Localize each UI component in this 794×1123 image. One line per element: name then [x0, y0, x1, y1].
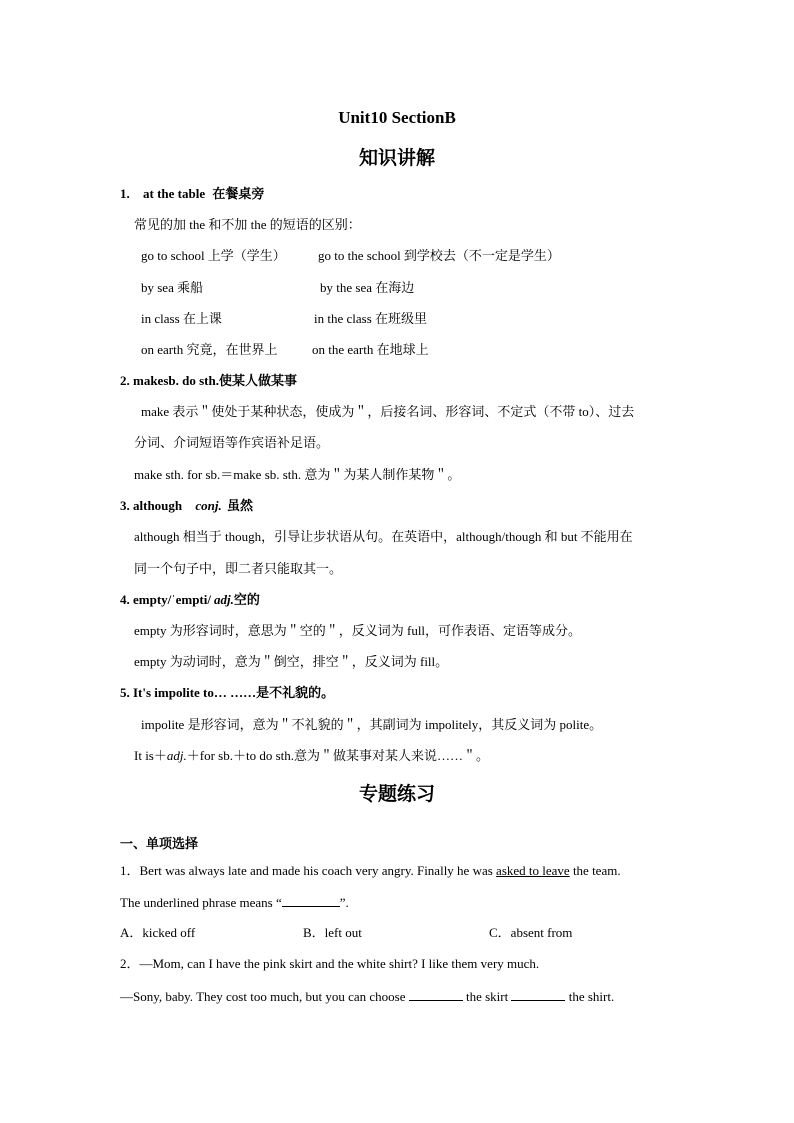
item3-heading	[120, 497, 253, 515]
q2-line2-c: the shirt.	[568, 989, 615, 1004]
item1-pair-left: on earth 究竟，在世界上	[141, 342, 278, 357]
item1-pair-left: by sea 乘船	[141, 280, 204, 295]
item2-heading: 2. makesb. do sth.使某人做某事	[120, 373, 297, 388]
q2-line1: 2．—Mom, can I have the pink skirt and the white shirt? I like them very much.	[120, 956, 540, 971]
item1-pair-right: by the sea 在海边	[320, 280, 415, 295]
item1-phrase: at the table	[143, 186, 206, 201]
item4-heading-prefix: 4. empty/ˈempti/	[120, 592, 211, 607]
item1-pair-right: go to the school 到学校去（不一定是学生）	[318, 248, 560, 263]
q1-stem	[120, 862, 621, 880]
item4-heading	[120, 591, 260, 609]
item1-intro: 常见的加 the 和不加 the 的短语的区别：	[134, 217, 361, 232]
q2-line2-a: —Sony, baby. They cost too much, but you can choose	[120, 989, 406, 1004]
q1-line2-prefix: The underlined phrase means “	[120, 895, 282, 910]
item3-line2: 同一个句子中，即二者只能取其一。	[134, 561, 343, 576]
item5-line2-suffix: ＋for sb.＋to do sth.意为＂做某事对某人来说……＂。	[186, 748, 490, 763]
q1-stem-suffix: the team.	[572, 863, 621, 878]
item3-heading-prefix: 3. although	[120, 498, 183, 513]
item3-line1: although 相当于 though，引导让步状语从句。在英语中，although/though 和 but 不能用在	[134, 529, 633, 544]
item2-line2: 分词、介词短语等作宾语补足语。	[134, 435, 330, 450]
item4-heading-suffix: 空的	[233, 592, 260, 607]
q1-option-c[interactable]: C．absent from	[489, 925, 573, 940]
item3-pos: conj.	[195, 498, 222, 513]
item1-heading	[120, 185, 264, 203]
section-heading-knowledge: 知识讲解	[358, 148, 435, 169]
q2-line2	[120, 987, 614, 1006]
item4-pos: adj.	[213, 592, 234, 607]
item1-pair-left: go to school 上学（学生）	[141, 248, 286, 263]
item5-heading: 5. It's impolite to… ……是不礼貌的。	[120, 685, 335, 700]
item4-line1: empty 为形容词时，意思为＂空的＂，反义词为 full，可作表语、定语等成分。	[134, 623, 582, 638]
q2-line2-b: the skirt	[465, 989, 509, 1004]
item1-pair-right: in the class 在班级里	[314, 311, 428, 326]
item2-line1: make 表示＂使处于某种状态，使成为＂，后接名词、形容词、不定式（不带 to）、过去	[141, 404, 635, 419]
item1-number: 1.	[120, 186, 130, 201]
section-heading-practice: 专题练习	[358, 784, 435, 805]
item3-heading-suffix: 虽然	[227, 498, 254, 513]
q1-option-b[interactable]: B．left out	[303, 925, 362, 940]
item1-pair-right: on the earth 在地球上	[312, 342, 429, 357]
item1-pair-left: in class 在上课	[141, 311, 222, 326]
q1-option-a[interactable]: A．kicked off	[120, 925, 196, 940]
item5-line2-adj: adj.	[166, 748, 187, 763]
q1-answer-blank[interactable]	[282, 893, 340, 907]
item4-line2: empty 为动词时，意为＂倒空，排空＂，反义词为 fill。	[134, 654, 449, 669]
q1-stem-prefix: 1．Bert was always late and made his coach very angry. Finally he was	[120, 863, 493, 878]
item5-line1: impolite 是形容词，意为＂不礼貌的＂，其副词为 impolitely，其反义词为 polite。	[141, 717, 603, 732]
q1-underlined-phrase: asked to leave	[496, 863, 570, 878]
exercise-heading: 一、单项选择	[120, 836, 199, 851]
q1-line2-suffix: ”.	[339, 895, 349, 910]
q1-line2	[120, 893, 349, 912]
item1-meaning: 在餐桌旁	[212, 186, 265, 201]
item5-line2-prefix: It is＋	[134, 748, 167, 763]
q2-answer-blank-2[interactable]	[511, 987, 565, 1001]
item5-line2	[134, 747, 489, 765]
page-title: Unit10 SectionB	[338, 108, 456, 127]
item2-line3: make sth. for sb.＝make sb. sth. 意为＂为某人制作某物＂。	[134, 467, 461, 482]
q2-answer-blank-1[interactable]	[409, 987, 463, 1001]
